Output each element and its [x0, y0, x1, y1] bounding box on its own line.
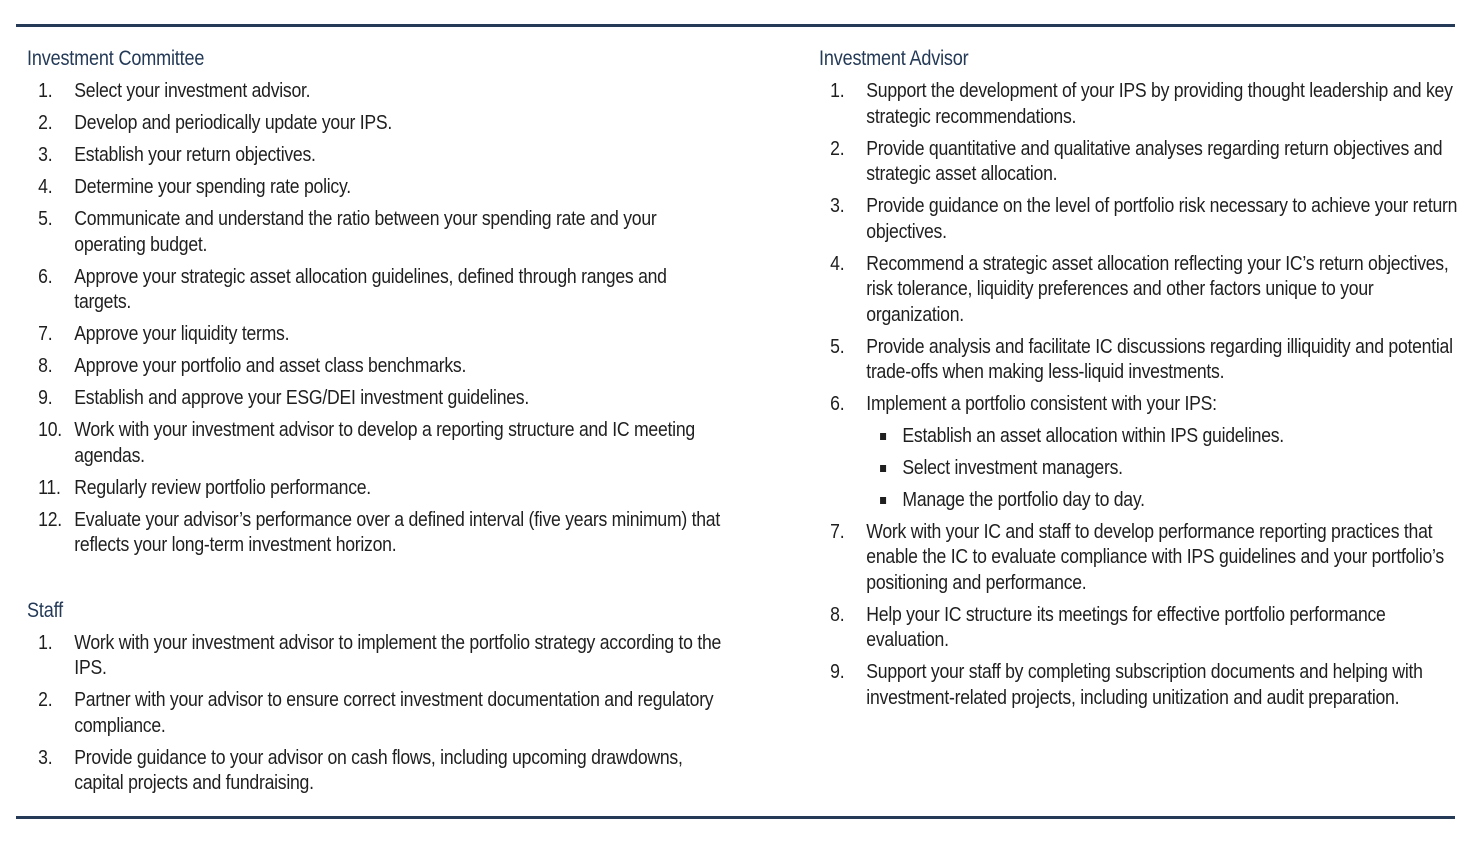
list-item [27, 630, 725, 681]
item-number: 9. [830, 660, 845, 683]
item-text: Provide guidance to your advisor on cash flows, including upcoming drawdowns, capital projects and fundraising. [74, 745, 683, 794]
item-number: 7. [830, 519, 845, 543]
item-text: Communicate and understand the ratio between your spending rate and your operating budget. [74, 207, 657, 256]
item-number: 3. [38, 143, 53, 166]
square-bullet-icon [880, 497, 886, 504]
list-item [27, 417, 725, 468]
item-text: Provide quantitative and qualitative analyses regarding return objectives and strategic asset allocation. [866, 136, 1443, 185]
item-number: 5. [38, 207, 53, 230]
item-text: Implement a portfolio consistent with your IPS: [866, 392, 1217, 415]
list-item [27, 206, 725, 257]
item-number: 6. [38, 264, 53, 288]
sub-list-item [866, 423, 1457, 449]
list-item [819, 136, 1457, 187]
item-text: Recommend a strategic asset allocation reflecting your IC’s return objectives, risk tolerance, liquidity preferences and other factors unique to your organization. [866, 251, 1449, 326]
item-text: Provide analysis and facilitate IC discussions regarding illiquidity and potential trade-offs when making less-liquid investments. [866, 334, 1453, 383]
sub-list [866, 423, 1457, 513]
item-number: 3. [830, 194, 845, 217]
item-text: Regularly review portfolio performance. [74, 475, 371, 499]
list-item [819, 602, 1457, 653]
item-number: 4. [830, 251, 845, 275]
item-number: 1. [830, 79, 845, 102]
item-text: Partner with your advisor to ensure correct investment documentation and regulatory compliance. [74, 688, 714, 737]
sub-item-text: Manage the portfolio day to day. [902, 487, 1145, 511]
item-text: Establish and approve your ESG/DEI investment guidelines. [74, 386, 530, 409]
item-number: 8. [38, 354, 53, 377]
item-text: Help your IC structure its meetings for effective portfolio performance evaluation. [866, 602, 1386, 651]
item-text: Work with your investment advisor to implement the portfolio strategy according to the IPS. [74, 630, 722, 679]
item-text: Establish your return objectives. [74, 143, 316, 166]
list-item [27, 507, 725, 558]
item-number: 11. [38, 475, 61, 499]
investment-advisor-section [819, 46, 1457, 710]
investment-committee-section [27, 46, 725, 558]
list-item [27, 745, 725, 796]
item-number: 7. [38, 322, 53, 345]
section-heading: Staff [27, 598, 63, 622]
list-item [27, 110, 725, 136]
list-item [27, 321, 725, 347]
square-bullet-icon [880, 465, 886, 472]
list-item [819, 193, 1457, 244]
list-item [27, 174, 725, 200]
item-number: 6. [830, 392, 845, 415]
list-item [27, 475, 725, 501]
list-item [819, 519, 1457, 596]
sub-item-text: Select investment managers. [902, 455, 1123, 479]
left-column [27, 46, 727, 802]
item-number: 8. [830, 602, 845, 626]
bottom-rule [16, 816, 1455, 819]
sub-list-item [866, 487, 1457, 513]
item-text: Support the development of your IPS by providing thought leadership and key strategic recommendations. [866, 79, 1453, 128]
item-number: 4. [38, 175, 53, 198]
list-item [819, 78, 1457, 129]
item-text: Evaluate your advisor’s performance over a defined interval (five years minimum) that reflects your long-term investment horizon. [74, 507, 720, 556]
item-number: 1. [38, 630, 53, 654]
item-number: 2. [38, 688, 53, 711]
item-text: Provide guidance on the level of portfolio risk necessary to achieve your return objectives. [866, 194, 1458, 243]
list-item [27, 353, 725, 379]
list-item [819, 251, 1457, 328]
section-heading: Investment Committee [27, 47, 205, 70]
investment-committee-list [27, 78, 725, 558]
list-item [27, 78, 725, 104]
item-number: 2. [830, 136, 845, 160]
staff-list [27, 630, 725, 796]
item-text: Approve your liquidity terms. [74, 322, 290, 345]
item-text: Work with your IC and staff to develop performance reporting practices that enable the IC to evaluate compliance with IPS guidelines and your portfolio’s positioning and performance. [866, 519, 1444, 594]
section-heading: Investment Advisor [819, 47, 969, 70]
item-text: Approve your strategic asset allocation guidelines, defined through ranges and targets. [74, 264, 667, 313]
item-text: Determine your spending rate policy. [74, 175, 351, 198]
list-item [819, 659, 1457, 710]
item-number: 9. [38, 386, 53, 409]
square-bullet-icon [880, 433, 886, 440]
list-item [27, 687, 725, 738]
sub-list-item [866, 455, 1457, 481]
list-item [27, 142, 725, 168]
item-number: 12. [38, 507, 62, 531]
item-text: Work with your investment advisor to develop a reporting structure and IC meeting agendas. [74, 418, 695, 467]
right-column [819, 46, 1459, 717]
item-text: Develop and periodically update your IPS. [74, 111, 393, 134]
top-rule [16, 24, 1455, 27]
item-text: Approve your portfolio and asset class benchmarks. [74, 354, 467, 377]
list-item [819, 334, 1457, 385]
item-number: 5. [830, 334, 845, 358]
investment-advisor-list [819, 78, 1457, 710]
list-item [27, 264, 725, 315]
item-number: 3. [38, 745, 53, 769]
list-item [27, 385, 725, 411]
item-number: 10. [38, 418, 62, 441]
item-number: 1. [38, 79, 53, 102]
staff-section [27, 598, 725, 796]
item-number: 2. [38, 111, 53, 134]
item-text: Support your staff by completing subscription documents and helping with investment-related projects, including unitization and audit preparation. [866, 660, 1423, 709]
item-text: Select your investment advisor. [74, 79, 311, 102]
sub-item-text: Establish an asset allocation within IPS guidelines. [902, 423, 1284, 447]
list-item [819, 391, 1457, 512]
